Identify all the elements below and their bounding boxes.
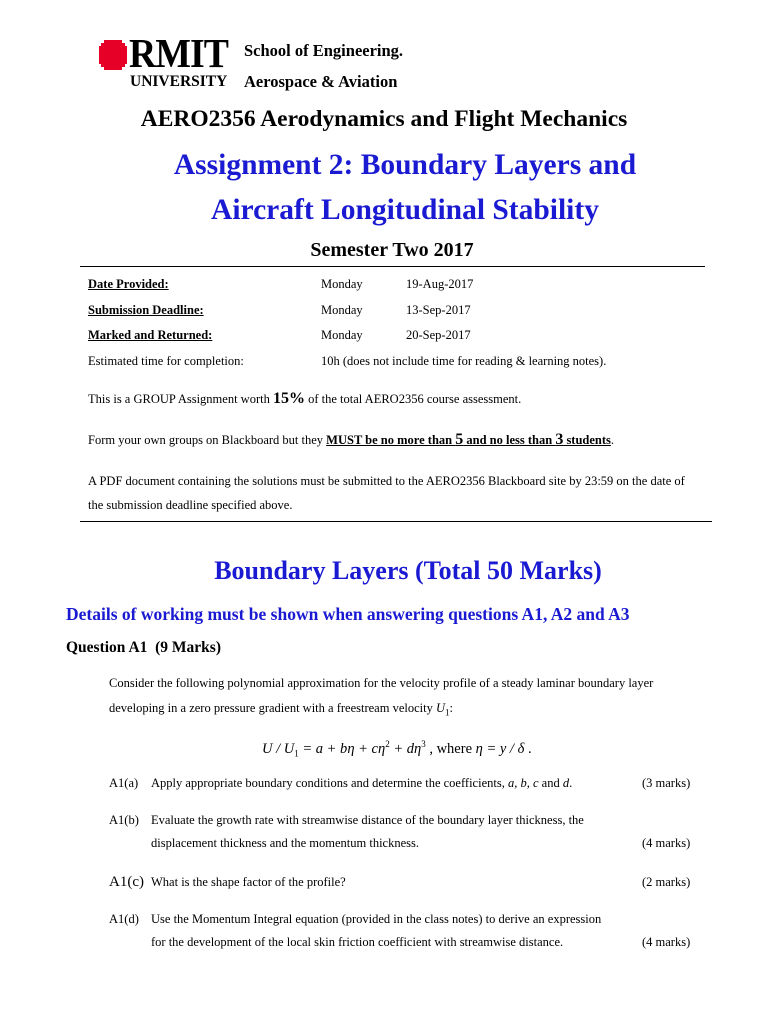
- school-name: School of Engineering.: [244, 41, 404, 60]
- part-d-label: A1(d): [109, 912, 139, 926]
- course-title: AERO2356 Aerodynamics and Flight Mechanics: [140, 106, 628, 132]
- part-a-marks: (3 marks): [642, 776, 691, 790]
- date-provided-date: 19-Aug-2017: [406, 277, 474, 291]
- submission-deadline-date: 13-Sep-2017: [406, 303, 471, 317]
- marked-returned-date: 20-Sep-2017: [406, 328, 471, 342]
- divider-top: [80, 266, 705, 267]
- group-info: This is a GROUP Assignment worth 15% of the total AERO2356 course assessment.: [88, 390, 522, 407]
- part-c-marks: (2 marks): [642, 875, 691, 889]
- logo-subtext: UNIVERSITY: [130, 73, 228, 90]
- question-title: Question A1 (9 Marks): [66, 639, 222, 656]
- part-c-label: A1(c): [109, 874, 144, 890]
- marked-returned-day: Monday: [321, 328, 363, 342]
- velocity-profile-equation: $U / U_1 = a + b\eta + c\eta^2 + d\eta^3$ , where η = y / δ .: [262, 739, 532, 759]
- assignment-title-line1: Assignment 2: Boundary Layers and: [173, 149, 637, 181]
- submission-deadline-label: Submission Deadline:: [88, 303, 204, 317]
- part-b-line1: Evaluate the growth rate with streamwise distance of the boundary layer thickness, the: [151, 813, 584, 827]
- part-d-line2: for the development of the local skin friction coefficient with streamwise distance.: [151, 935, 564, 949]
- part-b-marks: (4 marks): [642, 836, 691, 850]
- part-b-line2: displacement thickness and the momentum thickness.: [151, 836, 419, 850]
- marked-returned-label: Marked and Returned:: [88, 328, 213, 342]
- divider-bottom: [80, 521, 712, 522]
- part-c-text: What is the shape factor of the profile?: [151, 875, 346, 889]
- submission-deadline-day: Monday: [321, 303, 363, 317]
- group-percent: 15%: [272, 390, 305, 407]
- date-provided-label: Date Provided:: [88, 277, 169, 291]
- groups-rule: Form your own groups on Blackboard but they MUST be no more than 5 and no less than 3 students.: [88, 431, 615, 448]
- part-d-line1: Use the Momentum Integral equation (provided in the class notes) to derive an expression: [151, 912, 602, 926]
- semester: Semester Two 2017: [310, 239, 474, 261]
- estimated-time-value: 10h (does not include time for reading & learning notes).: [321, 354, 607, 368]
- part-b-label: A1(b): [109, 813, 139, 827]
- rmit-logo-icon: [96, 38, 130, 72]
- assignment-title-line2: Aircraft Longitudinal Stability: [211, 194, 599, 226]
- section-title: Boundary Layers (Total 50 Marks): [214, 556, 602, 585]
- part-a-label: A1(a): [109, 776, 139, 790]
- department-name: Aerospace & Aviation: [244, 72, 398, 91]
- details-note: Details of working must be shown when answering questions A1, A2 and A3: [66, 604, 630, 624]
- estimated-time-label: Estimated time for completion:: [88, 354, 244, 368]
- submission-line2: the submission deadline specified above.: [88, 498, 293, 512]
- part-d-marks: (4 marks): [642, 935, 691, 949]
- logo-text: RMIT: [129, 30, 229, 76]
- part-a-text: Apply appropriate boundary conditions and determine the coefficients, a, b, c and d.: [151, 776, 573, 790]
- question-intro: Consider the following polynomial approximation for the velocity profile of a steady laminar boundary layer developing in a zero pressure gradient with a freestream velocity $U_1$:: [109, 676, 654, 718]
- date-provided-day: Monday: [321, 277, 363, 291]
- submission-line1: A PDF document containing the solutions must be submitted to the AERO2356 Blackboard site by 23:59 on the date of: [88, 474, 685, 488]
